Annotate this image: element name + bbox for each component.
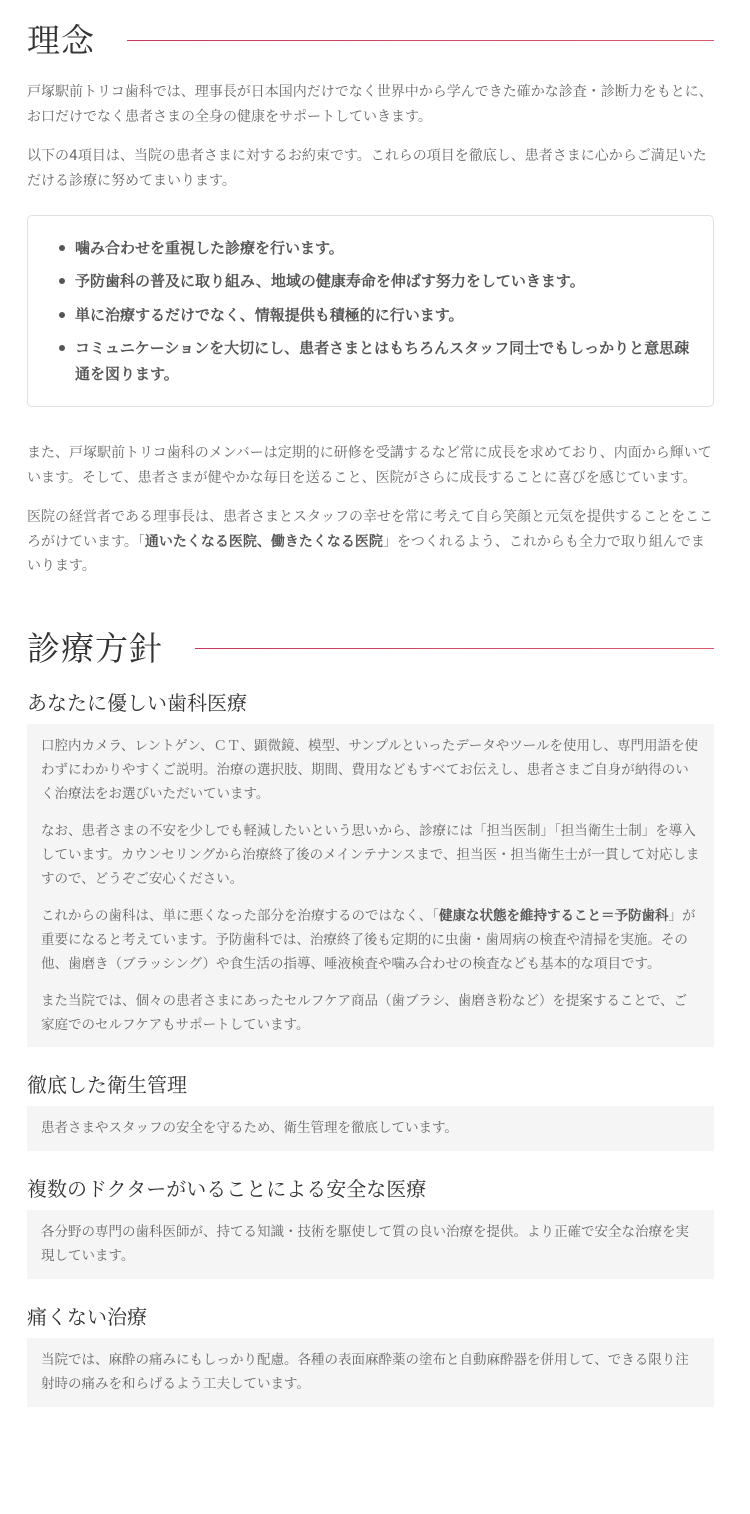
policy-hygiene-box: [27, 1106, 714, 1151]
emphasis-text: 健康な状態を維持すること＝予防歯科: [438, 907, 669, 924]
policy-doctors-paragraph: 各分野の専門の歯科医師が、持てる知識・技術を駆使して質の良い治療を提供。より正確で安全な治療を実現しています。: [41, 1223, 689, 1264]
philosophy-title: 理念: [27, 20, 95, 60]
heading-divider: [127, 40, 714, 41]
philosophy-closing: [27, 441, 714, 579]
policy-doctors-block: [27, 1175, 714, 1279]
text-segment: 」をつくれるよう、これからも全力で取り組んでまいります。: [27, 533, 705, 575]
policy-kind-paragraph-2: なお、患者さまの不安を少しでも軽減したいという思いから、診療には「担当医制」「担当衛生士制」を導入しています。カウンセリングから治療終了後のメインテナンスまで、担当医・担当衛生士が一貫して対応しますので、どうぞご安心ください。: [41, 822, 700, 887]
policy-painless-paragraph: 当院では、麻酔の痛みにもしっかり配慮。各種の表面麻酔薬の塗布と自動麻酔器を併用して、できる限り注射時の痛みを和らげるよう工夫しています。: [41, 1351, 689, 1392]
text-segment: これからの歯科は、単に悪くなった部分を治療するのではなく、「: [41, 907, 439, 924]
promise-item: 噛み合わせを重視した診療を行います。: [56, 235, 693, 261]
policy-doctors-title: 複数のドクターがいることによる安全な医療: [27, 1176, 427, 1201]
philosophy-intro: [27, 80, 714, 193]
policy-heading: [27, 623, 714, 675]
philosophy-paragraph-4: [27, 505, 714, 579]
policy-title: 診療方針: [27, 629, 163, 669]
promise-item: コミュニケーションを大切にし、患者さまとはもちろんスタッフ同士でもしっかりと意思疎通を図ります。: [56, 335, 693, 388]
policy-painless-block: [27, 1303, 714, 1407]
philosophy-section: [27, 14, 714, 579]
policy-kind-paragraph-3: [41, 904, 700, 976]
promise-item: 単に治療するだけでなく、情報提供も積極的に行います。: [56, 302, 693, 328]
heading-divider: [195, 648, 714, 649]
philosophy-paragraph-3: また、戸塚駅前トリコ歯科のメンバーは定期的に研修を受講するなど常に成長を求めており、内面から輝いています。そして、患者さまが健やかな毎日を送ること、医院がさらに成長することに喜びを感じています。: [27, 445, 712, 486]
promise-list: [56, 235, 693, 387]
philosophy-paragraph-2: 以下の4項目は、当院の患者さまに対するお約束です。これらの項目を徹底し、患者さまに心からご満足いただける診療に努めてまいります。: [27, 148, 707, 189]
policy-painless-title: 痛くない治療: [27, 1304, 147, 1329]
policy-hygiene-title: 徹底した衛生管理: [27, 1072, 187, 1097]
philosophy-heading: [27, 14, 714, 66]
promise-list-box: [27, 215, 714, 407]
philosophy-paragraph-1: 戸塚駅前トリコ歯科では、理事長が日本国内だけでなく世界中から学んできた確かな診査・診断力をもとに、お口だけでなく患者さまの全身の健康をサポートしていきます。: [27, 84, 713, 125]
policy-hygiene-paragraph: 患者さまやスタッフの安全を守るため、衛生管理を徹底しています。: [41, 1119, 458, 1136]
policy-doctors-box: [27, 1210, 714, 1279]
policy-kind-block: [27, 689, 714, 1047]
policy-kind-title: あなたに優しい歯科医療: [27, 690, 247, 715]
treatment-policy-section: [27, 623, 714, 1407]
policy-hygiene-block: [27, 1071, 714, 1151]
text-segment: 」が重要になると考えています。予防歯科では、治療終了後も定期的に虫歯・歯周病の検査や清掃を実施。その他、歯磨き（ブラッシング）や食生活の指導、唾液検査や噛み合わせの検査なども基本的な項目です。: [41, 907, 696, 972]
policy-painless-box: [27, 1338, 714, 1407]
emphasis-text: 通いたくなる医院、働きたくなる医院: [144, 533, 383, 550]
policy-kind-paragraph-1: 口腔内カメラ、レントゲン、ＣＴ、顕微鏡、模型、サンプルといったデータやツールを使用し、専門用語を使わずにわかりやすくご説明。治療の選択肢、期間、費用などもすべてお伝えし、患者さまご自身が納得のいく治療法をお選びいただいています。: [41, 737, 698, 802]
policy-kind-box: [27, 724, 714, 1047]
promise-item: 予防歯科の普及に取り組み、地域の健康寿命を伸ばす努力をしていきます。: [56, 268, 693, 294]
text-segment: 医院の経営者である理事長は、患者さまとスタッフの幸せを常に考えて自ら笑顔と元気を提供することをこころがけています。「: [27, 509, 713, 550]
policy-kind-paragraph-4: また当院では、個々の患者さまにあったセルフケア商品（歯ブラシ、歯磨き粉など）を提案することで、ご家庭でのセルフケアもサポートしています。: [41, 992, 688, 1033]
